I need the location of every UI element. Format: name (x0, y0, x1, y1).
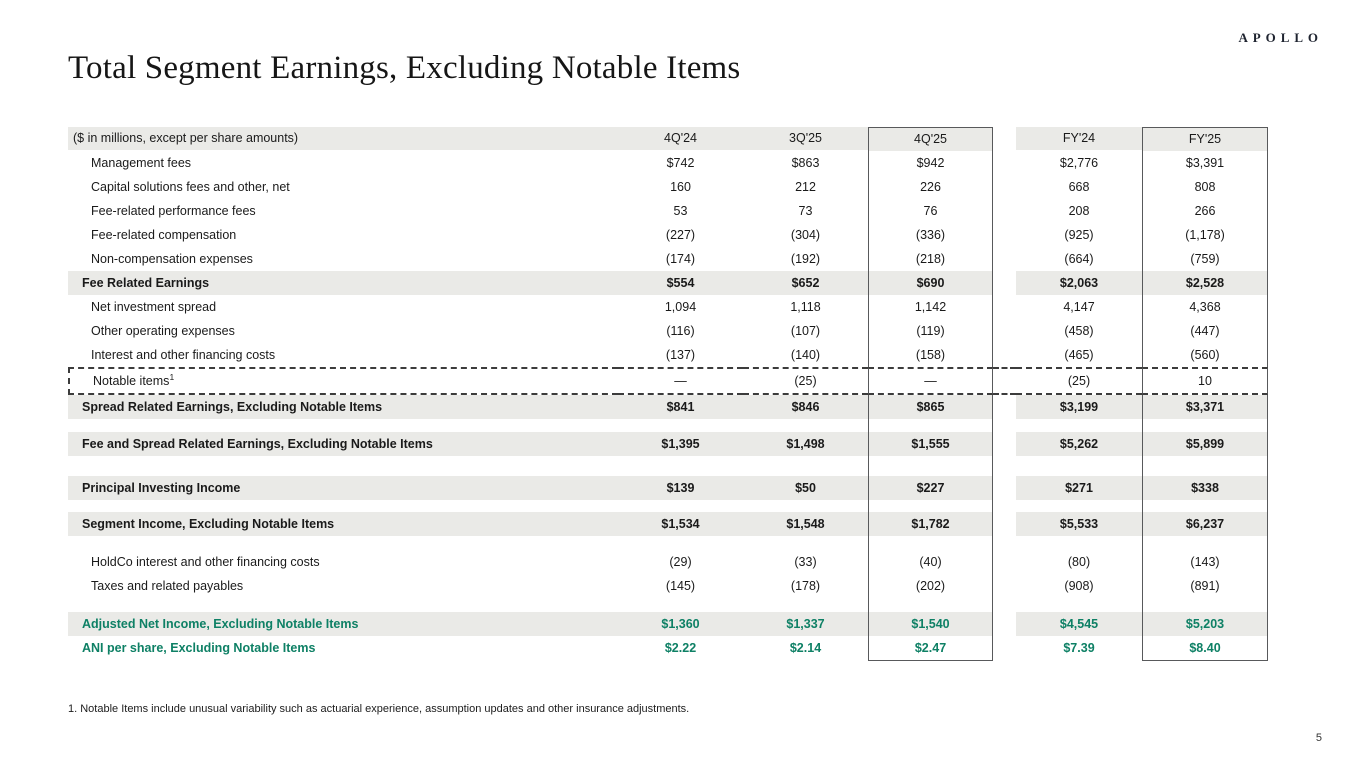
column-gap (993, 476, 1016, 500)
value-cell: 668 (1068, 180, 1090, 194)
row-label: HoldCo interest and other financing costs (91, 555, 320, 569)
value-cell: 160 (670, 180, 691, 194)
spacer-row (68, 536, 1268, 550)
spacer-cell (68, 419, 618, 432)
column-gap (993, 598, 1016, 612)
table-row-ani-per-share-excluding-notable-items (68, 636, 1268, 661)
value-cell: $139 (618, 476, 743, 500)
column-gap (993, 319, 1016, 343)
value-cell: (33) (794, 555, 817, 569)
row-label: Net investment spread (91, 300, 217, 314)
table-row-principal-investing-income (68, 476, 1268, 500)
spacer-cell (1142, 419, 1268, 432)
value-cell: 76 (868, 199, 993, 223)
value-cell: $652 (743, 271, 868, 295)
value-cell: $4,545 (1016, 612, 1142, 636)
row-label: Fee-related compensation (91, 228, 237, 242)
spacer-cell (618, 536, 743, 550)
column-gap (993, 636, 1016, 660)
column-header-4q-24: 4Q'24 (618, 127, 743, 150)
table-row-interest-and-other-financing-costs (68, 343, 1268, 367)
value-cell: $690 (868, 271, 993, 295)
column-gap (993, 271, 1016, 295)
value-cell: $846 (743, 395, 868, 419)
spacer-cell (1142, 456, 1268, 476)
row-label: Fee and Spread Related Earnings, Excluding Notable Items (68, 432, 618, 456)
column-gap (993, 419, 1016, 432)
spacer-cell (743, 456, 868, 476)
table-row-holdco-interest-and-other-financing-costs (68, 550, 1268, 574)
value-cell: $1,498 (743, 432, 868, 456)
value-cell: $5,533 (1016, 512, 1142, 536)
value-cell: (458) (1064, 324, 1094, 338)
value-cell: (178) (790, 579, 821, 593)
spacer-cell (1016, 500, 1142, 512)
column-gap (993, 612, 1016, 636)
value-cell: $5,203 (1142, 612, 1268, 636)
value-cell: $3,199 (1016, 395, 1142, 419)
value-cell: — (618, 367, 743, 395)
column-gap (993, 175, 1016, 199)
table-header-row (68, 127, 1268, 151)
row-label: ANI per share, Excluding Notable Items (82, 641, 316, 655)
value-cell: $7.39 (1063, 641, 1095, 655)
spacer-cell (743, 536, 868, 550)
value-cell: (158) (868, 343, 993, 367)
spacer-cell (1142, 536, 1268, 550)
value-cell: $2,776 (1059, 156, 1099, 170)
value-cell: $1,555 (868, 432, 993, 456)
spacer-cell (618, 419, 743, 432)
value-cell: 4,147 (1063, 300, 1095, 314)
value-cell: 212 (795, 180, 816, 194)
row-label: Spread Related Earnings, Excluding Notable Items (68, 395, 618, 419)
table-row-other-operating-expenses (68, 319, 1268, 343)
value-cell: 73 (798, 204, 813, 218)
column-gap (993, 395, 1016, 419)
column-gap (993, 512, 1016, 536)
value-cell: $2.47 (868, 636, 993, 661)
earnings-table (68, 127, 1268, 661)
value-cell: (40) (868, 550, 993, 574)
row-label: Notable items$^1$ (68, 367, 618, 395)
table-row-management-fees (68, 151, 1268, 175)
value-cell: $3,371 (1142, 395, 1268, 419)
value-cell: 1,118 (790, 300, 821, 314)
row-label: Capital solutions fees and other, net (91, 180, 290, 194)
column-header-4q-25: 4Q'25 (868, 127, 993, 151)
value-cell: (447) (1142, 319, 1268, 343)
value-cell: $6,237 (1142, 512, 1268, 536)
value-cell: (29) (669, 555, 692, 569)
column-header-3q-25: 3Q'25 (743, 127, 868, 150)
spacer-cell (1142, 500, 1268, 512)
value-cell: (119) (868, 319, 993, 343)
value-cell: $338 (1142, 476, 1268, 500)
row-label: Segment Income, Excluding Notable Items (68, 512, 618, 536)
value-cell: (140) (790, 348, 821, 362)
table-row-fee-and-spread-related-earnings-excluding-notable-items (68, 432, 1268, 456)
value-cell: (664) (1064, 252, 1094, 266)
value-cell: (107) (790, 324, 821, 338)
value-cell: (174) (665, 252, 696, 266)
table-row-spread-related-earnings-excluding-notable-items (68, 395, 1268, 419)
spacer-cell (868, 500, 993, 512)
value-cell: $271 (1016, 476, 1142, 500)
value-cell: $5,899 (1142, 432, 1268, 456)
value-cell: $1,395 (618, 432, 743, 456)
spacer-cell (68, 456, 618, 476)
column-gap (993, 536, 1016, 550)
value-cell: (143) (1142, 550, 1268, 574)
value-cell: $1,548 (743, 512, 868, 536)
value-cell: $1,782 (868, 512, 993, 536)
table-row-notable-items (68, 367, 1268, 395)
column-gap (993, 247, 1016, 271)
row-label: Non-compensation expenses (91, 252, 253, 266)
spacer-cell (68, 598, 618, 612)
value-cell: (908) (1064, 579, 1094, 593)
footnote-marker: 1 (169, 371, 175, 382)
column-gap (993, 295, 1016, 319)
value-cell: $1,534 (618, 512, 743, 536)
value-cell: (1,178) (1142, 223, 1268, 247)
spacer-cell (743, 500, 868, 512)
table-row-capital-solutions-fees-and-other-net (68, 175, 1268, 199)
column-gap (993, 456, 1016, 476)
column-gap (993, 127, 1016, 150)
spacer-cell (68, 500, 618, 512)
column-gap (993, 500, 1016, 512)
value-cell: $1,337 (743, 612, 868, 636)
row-label: Fee-related performance fees (91, 204, 256, 218)
value-cell: 1,142 (868, 295, 993, 319)
table-row-taxes-and-related-payables (68, 574, 1268, 598)
value-cell: $863 (791, 156, 820, 170)
value-cell: (925) (1064, 228, 1094, 242)
value-cell: $227 (868, 476, 993, 500)
unit-note: ($ in millions, except per share amounts) (68, 127, 618, 150)
table-row-fee-related-earnings (68, 271, 1268, 295)
row-label: Other operating expenses (91, 324, 235, 338)
page-number: 5 (1315, 732, 1322, 744)
spacer-cell (1142, 598, 1268, 612)
value-cell: — (868, 367, 993, 395)
apollo-logo: APOLLO (1238, 30, 1323, 45)
value-cell: (137) (665, 348, 696, 362)
row-label: Adjusted Net Income, Excluding Notable Items (68, 612, 618, 636)
value-cell: (116) (666, 324, 695, 338)
spacer-cell (868, 536, 993, 550)
value-cell: (80) (1067, 555, 1091, 569)
spacer-cell (618, 598, 743, 612)
value-cell: (465) (1064, 348, 1094, 362)
value-cell: (25) (743, 367, 868, 395)
spacer-row (68, 419, 1268, 432)
value-cell: 10 (1142, 367, 1268, 395)
value-cell: $8.40 (1142, 636, 1268, 661)
value-cell: $554 (618, 271, 743, 295)
value-cell: $841 (618, 395, 743, 419)
column-gap (993, 432, 1016, 456)
spacer-cell (868, 456, 993, 476)
footnote: 1. Notable Items include unusual variability such as actuarial experience, assumption updates and other insurance adjustments. (68, 703, 690, 715)
value-cell: 1,094 (664, 300, 697, 314)
column-gap (993, 574, 1016, 598)
value-cell: 226 (868, 175, 993, 199)
value-cell: 208 (1068, 204, 1090, 218)
spacer-row (68, 456, 1268, 476)
table-row-non-compensation-expenses (68, 247, 1268, 271)
spacer-row (68, 500, 1268, 512)
value-cell: (227) (665, 228, 696, 242)
page-title: Total Segment Earnings, Excluding Notable Items (68, 50, 741, 86)
value-cell: $865 (868, 395, 993, 419)
column-gap (993, 223, 1016, 247)
spacer-cell (868, 598, 993, 612)
value-cell: $942 (868, 151, 993, 175)
column-gap (993, 343, 1016, 367)
spacer-cell (1016, 456, 1142, 476)
value-cell: $2.22 (664, 641, 697, 655)
value-cell: $5,262 (1016, 432, 1142, 456)
row-label: Principal Investing Income (68, 476, 618, 500)
value-cell: (192) (790, 252, 821, 266)
value-cell: (202) (868, 574, 993, 598)
value-cell: (145) (665, 579, 696, 593)
value-cell: 53 (673, 204, 688, 218)
value-cell: (759) (1142, 247, 1268, 271)
value-cell: (560) (1142, 343, 1268, 367)
spacer-cell (68, 536, 618, 550)
column-gap (993, 151, 1016, 175)
table-row-segment-income-excluding-notable-items (68, 512, 1268, 536)
value-cell: (25) (1016, 367, 1142, 395)
table-row-adjusted-net-income-excluding-notable-items (68, 612, 1268, 636)
value-cell: 808 (1142, 175, 1268, 199)
column-gap (993, 199, 1016, 223)
value-cell: $2.14 (789, 641, 822, 655)
spacer-cell (1016, 419, 1142, 432)
spacer-cell (743, 598, 868, 612)
value-cell: 266 (1142, 199, 1268, 223)
table-row-net-investment-spread (68, 295, 1268, 319)
table-row-fee-related-compensation (68, 223, 1268, 247)
column-gap (993, 367, 1016, 395)
value-cell: $50 (743, 476, 868, 500)
row-label: Management fees (91, 156, 192, 170)
spacer-cell (618, 456, 743, 476)
column-header-fy-25: FY'25 (1142, 127, 1268, 151)
value-cell: $742 (666, 156, 695, 170)
value-cell: (304) (790, 228, 821, 242)
row-label: Taxes and related payables (91, 579, 244, 593)
spacer-cell (1016, 536, 1142, 550)
column-gap (993, 550, 1016, 574)
value-cell: $1,360 (618, 612, 743, 636)
value-cell: $2,063 (1016, 271, 1142, 295)
column-header-fy-24: FY'24 (1016, 127, 1142, 150)
value-cell: (218) (868, 247, 993, 271)
spacer-cell (868, 419, 993, 432)
value-cell: (336) (868, 223, 993, 247)
spacer-cell (743, 419, 868, 432)
spacer-row (68, 598, 1268, 612)
spacer-cell (1016, 598, 1142, 612)
spacer-cell (618, 500, 743, 512)
row-label: Interest and other financing costs (91, 348, 276, 362)
value-cell: $1,540 (868, 612, 993, 636)
value-cell: 4,368 (1142, 295, 1268, 319)
value-cell: $2,528 (1142, 271, 1268, 295)
table-row-fee-related-performance-fees (68, 199, 1268, 223)
value-cell: $3,391 (1142, 151, 1268, 175)
value-cell: (891) (1142, 574, 1268, 598)
row-label: Fee Related Earnings (68, 271, 618, 295)
